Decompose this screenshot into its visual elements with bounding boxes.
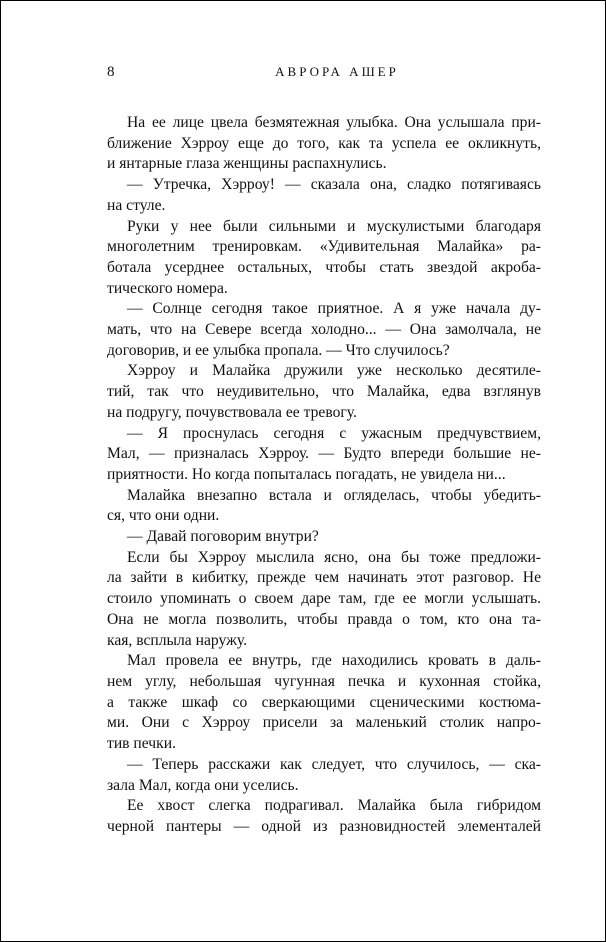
text-line: Мал провела ее внутрь, где находились кровать в даль- <box>127 652 541 670</box>
text-line: на стуле. <box>107 196 166 214</box>
text-line: тив печки. <box>107 735 176 753</box>
text-line: тического номера. <box>107 279 228 297</box>
paragraph <box>107 299 541 361</box>
paragraph <box>107 175 541 216</box>
text-line: многолетним тренировкам. «Удивительная Малайка» ра- <box>107 238 541 256</box>
paragraph <box>107 796 541 837</box>
text-line: а также шкаф со сверкающими сценическими костюма- <box>107 693 541 711</box>
paragraph <box>107 527 541 548</box>
text-line: мать, что на Севере всегда холодно... — Она замолчала, не <box>107 321 541 339</box>
text-line: ботала усерднее остальных, чтобы стать звездой акроба- <box>107 258 541 276</box>
text-line: Она не могла позволить, чтобы правда о том, кто она та- <box>107 610 541 628</box>
text-line: кая, всплыла наружу. <box>107 631 247 649</box>
text-line: ми. Они с Хэрроу присели за маленький столик напро- <box>107 714 541 732</box>
text-line: черной пантеры — одной из разновидностей элементалей <box>107 817 541 835</box>
text-line: На ее лице цвела безмятежная улыбка. Она услышала при- <box>127 114 541 131</box>
text-line: ближение Хэрроу еще до того, как та успела ее окликнуть, <box>107 134 541 152</box>
paragraph <box>107 651 541 755</box>
text-line: ся, что они одни. <box>107 507 220 525</box>
text-line: зала Мал, когда они уселись. <box>107 776 299 794</box>
paragraph <box>107 548 541 652</box>
text-line: Мал, — призналась Хэрроу. — Будто впереди большие не- <box>107 445 541 463</box>
text-line: и янтарные глаза женщины распахнулись. <box>107 155 387 173</box>
text-line: договорив, и ее улыбка пропала. — Что случилось? <box>107 341 450 359</box>
paragraph <box>107 217 541 300</box>
page-number: 8 <box>107 64 115 80</box>
text-line: — Солнце сегодня такое приятное. А я уже начала ду- <box>127 300 541 318</box>
paragraph <box>107 755 541 796</box>
text-line: — Теперь расскажи как следует, что случилось, — ска- <box>127 755 541 773</box>
text-line: Если бы Хэрроу мыслила ясно, она бы тоже предложи- <box>127 548 541 566</box>
text-line: — Давай поговорим внутри? <box>127 528 319 546</box>
text-line: на подругу, почувствовала ее тревогу. <box>107 403 357 421</box>
text-line: Руки у нее были сильными и мускулистыми благодаря <box>127 217 541 235</box>
text-line: Хэрроу и Малайка дружили уже несколько десятиле- <box>127 362 541 380</box>
text-line: нем углу, небольшая чугунная печка и кухонная стойка, <box>107 672 541 690</box>
text-line: стоило упоминать о своем даре там, где ее могли услышать. <box>107 590 541 608</box>
paragraph <box>107 361 541 423</box>
body-text <box>107 113 541 838</box>
text-line: — Я проснулась сегодня с ужасным предчувствием, <box>127 424 541 442</box>
text-line: — Утречка, Хэрроу! — сказала она, сладко потягиваясь <box>127 176 541 194</box>
text-line: Малайка внезапно встала и огляделась, чтобы убедить- <box>127 486 541 504</box>
running-head <box>107 63 541 81</box>
text-line: тий, так что неудивительно, что Малайка, едва взглянув <box>107 383 541 401</box>
text-line: приятности. Но когда попыталась погадать, не увидела ни... <box>107 465 506 483</box>
paragraph <box>107 424 541 486</box>
paragraph <box>107 113 541 175</box>
paragraph <box>107 486 541 527</box>
text-line: Ее хвост слегка подрагивал. Малайка была гибридом <box>127 797 541 815</box>
book-author: АВРОРА АШЕР <box>275 64 399 79</box>
text-line: ла зайти в кибитку, прежде чем начинать этот разговор. Не <box>107 569 541 587</box>
